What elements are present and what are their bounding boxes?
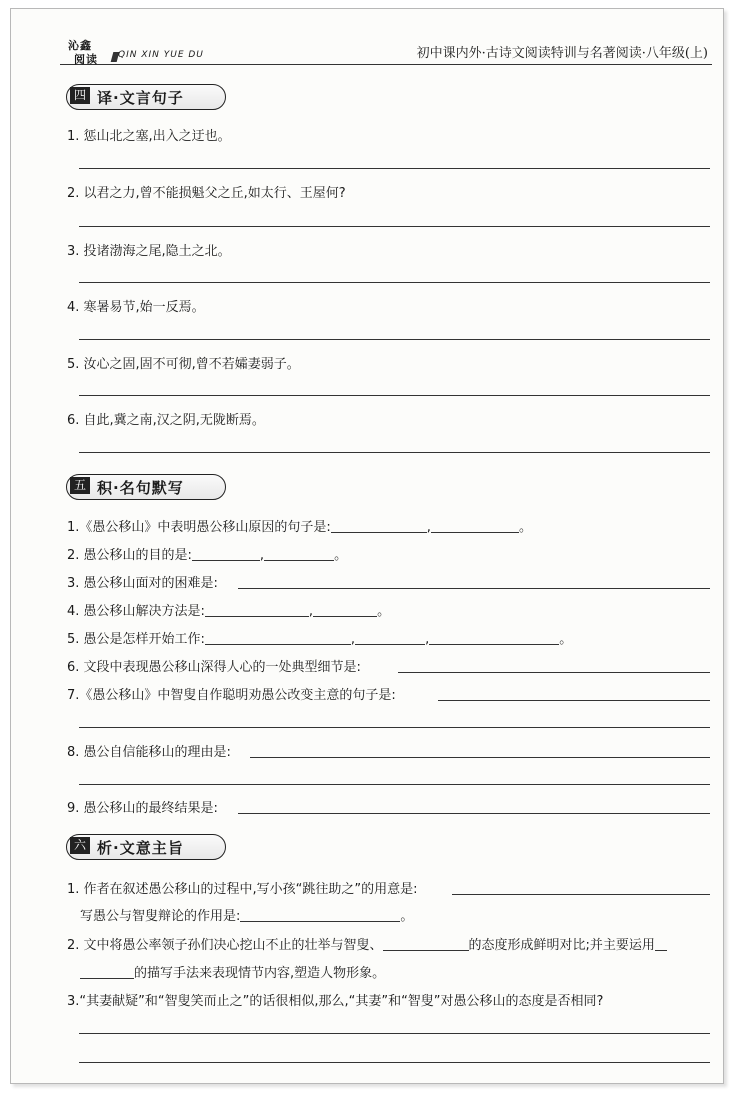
s6-blank-2a[interactable]: [383, 936, 469, 951]
section-4-title: 译·文言句子: [97, 89, 184, 107]
s6-question-1b: [80, 905, 413, 924]
s5-blank-5c[interactable]: [429, 630, 559, 645]
s5-blank-8a[interactable]: [250, 757, 710, 758]
s4-answer-line-3[interactable]: [79, 282, 710, 283]
section-5-title: 积·名句默写: [97, 479, 184, 497]
s6-answer-line-3b[interactable]: [79, 1062, 710, 1063]
s4-answer-line-2[interactable]: [79, 226, 710, 227]
comma: ,: [308, 604, 314, 619]
s5-question-6: [67, 656, 361, 675]
section-6-title: 析·文意主旨: [97, 839, 184, 857]
s6-question-3: 3.“其妻献疑”和“智叟笑而止之”的话很相似,那么,“其妻”和“智叟”对愚公移山的态度是否相同?: [67, 994, 604, 1009]
s5-question-7-text: 7.《愚公移山》中智叟自作聪明劝愚公改变主意的句子是:: [67, 688, 396, 703]
period: 。: [400, 909, 414, 924]
comma: ,: [259, 548, 265, 563]
comma: ,: [426, 520, 431, 535]
s5-question-3: [67, 572, 218, 591]
s5-question-2: [67, 544, 347, 563]
s5-blank-5a[interactable]: [205, 630, 351, 645]
s4-answer-line-1[interactable]: [79, 168, 710, 169]
s6-question-2a-pre: 2. 文中将愚公率领子孙们决心挖山不止的壮举与智叟、: [67, 938, 383, 953]
s5-blank-1b[interactable]: [431, 518, 519, 533]
s4-question-3: 3. 投诸渤海之尾,隐土之北。: [67, 244, 231, 259]
s4-answer-line-4[interactable]: [79, 339, 710, 340]
s4-question-2: 2. 以君之力,曾不能损魁父之丘,如太行、王屋何?: [67, 186, 346, 201]
s5-question-9: [67, 797, 218, 816]
period: 。: [559, 632, 573, 647]
s5-question-7: [67, 684, 396, 703]
s4-question-1: 1. 惩山北之塞,出入之迂也。: [67, 129, 231, 144]
s6-blank-2b-start[interactable]: [655, 936, 667, 951]
s5-question-5-text: 5. 愚公是怎样开始工作:: [67, 632, 205, 647]
s5-blank-2b[interactable]: [264, 546, 334, 561]
s6-question-2b-post: 的描写手法来表现情节内容,塑造人物形象。: [134, 966, 386, 981]
s6-blank-2b[interactable]: [80, 964, 134, 979]
s5-blank-4a[interactable]: [205, 602, 309, 617]
s5-blank-2a[interactable]: [192, 546, 260, 561]
s5-question-4-text: 4. 愚公移山解决方法是:: [67, 604, 205, 619]
s5-blank-5b[interactable]: [355, 630, 425, 645]
s5-blank-4b[interactable]: [313, 602, 377, 617]
s4-question-5: 5. 汝心之固,固不可彻,曾不若孀妻弱子。: [67, 357, 300, 372]
s5-question-6-text: 6. 文段中表现愚公移山深得人心的一处典型细节是:: [67, 660, 361, 675]
section-5-header: [66, 474, 226, 500]
s6-blank-1a[interactable]: [452, 894, 710, 895]
section-6-number: 六: [70, 837, 90, 854]
period: 。: [377, 604, 391, 619]
s5-blank-1a[interactable]: [331, 518, 427, 533]
s5-blank-6[interactable]: [398, 672, 710, 673]
s6-answer-line-3a[interactable]: [79, 1033, 710, 1034]
s5-answer-line-7b[interactable]: [79, 727, 710, 728]
book-title: 初中课内外·古诗文阅读特训与名著阅读·八年级(上): [416, 46, 708, 61]
s6-question-1b-text: 写愚公与智叟辩论的作用是:: [80, 909, 241, 924]
s5-question-8: [67, 741, 231, 760]
section-6-header: [66, 834, 226, 860]
s4-question-4: 4. 寒暑易节,始一反焉。: [67, 300, 205, 315]
period: 。: [518, 520, 532, 535]
s5-question-9-text: 9. 愚公移山的最终结果是:: [67, 801, 218, 816]
s4-answer-line-5[interactable]: [79, 395, 710, 396]
s5-answer-line-8b[interactable]: [79, 784, 710, 785]
logo-bottom-text: 阅读: [74, 53, 98, 66]
s5-question-8-text: 8. 愚公自信能移山的理由是:: [67, 745, 231, 760]
period: 。: [334, 548, 348, 563]
s6-question-2a-post: 的态度形成鲜明对比;并主要运用: [468, 938, 655, 953]
s5-question-3-text: 3. 愚公移山面对的困难是:: [67, 576, 218, 591]
logo-pinyin: QIN XIN YUE DU: [118, 50, 204, 60]
s6-question-2b: [80, 962, 385, 981]
comma: ,: [425, 632, 430, 647]
s5-blank-3[interactable]: [238, 588, 710, 589]
s5-question-2-text: 2. 愚公移山的目的是:: [67, 548, 192, 563]
s5-question-4: [67, 600, 390, 619]
s6-question-1a: [67, 878, 418, 897]
section-5-number: 五: [70, 477, 90, 494]
s5-question-1-text: 1.《愚公移山》中表明愚公移山原因的句子是:: [67, 520, 331, 535]
s4-answer-line-6[interactable]: [79, 452, 710, 453]
logo-top-text: 沁鑫: [68, 39, 92, 52]
comma: ,: [350, 632, 356, 647]
s6-question-2a: [67, 934, 667, 953]
s5-blank-7a[interactable]: [438, 700, 710, 701]
s6-question-1a-text: 1. 作者在叙述愚公移山的过程中,写小孩“跳往助之”的用意是:: [67, 882, 418, 897]
s5-question-5: [67, 628, 572, 647]
s5-blank-9[interactable]: [238, 813, 710, 814]
section-4-header: [66, 84, 226, 110]
s4-question-6: 6. 自此,冀之南,汉之阴,无陇断焉。: [67, 413, 265, 428]
s5-question-1: [67, 516, 532, 535]
page-header: [60, 36, 712, 65]
section-4-number: 四: [70, 87, 90, 104]
s6-blank-1b[interactable]: [240, 907, 400, 922]
